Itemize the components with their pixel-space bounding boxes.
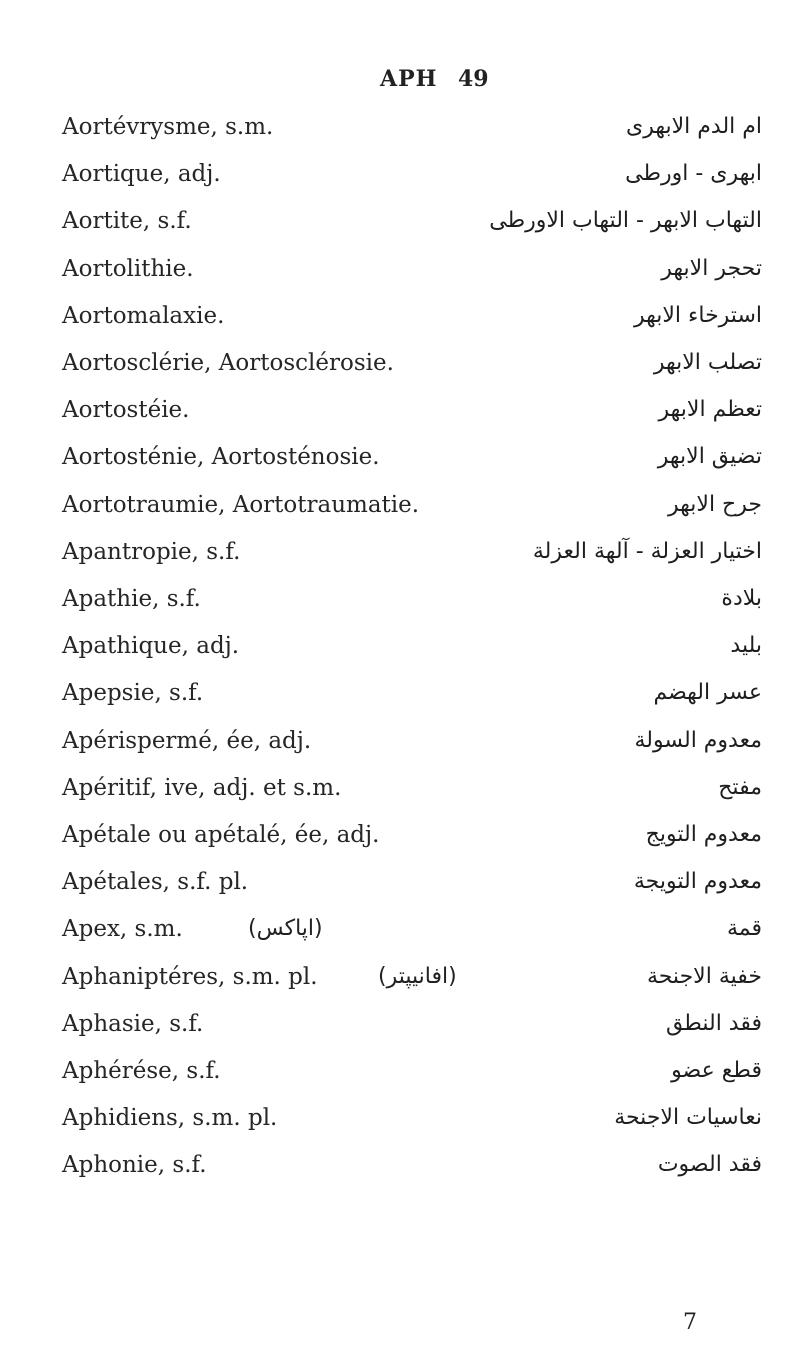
- french-term: Aortique, adj.: [62, 161, 221, 188]
- french-term: Apepsie, s.f.: [62, 680, 204, 707]
- arabic-translation: تعظم الابهر: [658, 397, 762, 423]
- folio-mark: 7: [683, 1310, 697, 1335]
- dictionary-entry: [0, 771, 800, 811]
- dictionary-entry: [0, 535, 800, 575]
- french-term: Aphonie, s.f.: [62, 1152, 207, 1179]
- arabic-translation: التهاب الابهر - التهاب الاورطى: [489, 208, 762, 234]
- arabic-translation: خفية الاجنحة: [646, 963, 762, 989]
- dictionary-entry: [0, 912, 800, 952]
- french-term: Apéritif, ive, adj. et s.m.: [62, 774, 342, 801]
- arabic-translation: قمة: [726, 916, 762, 942]
- dictionary-entry: [0, 724, 800, 764]
- dictionary-entry: [0, 676, 800, 716]
- french-term: Aortostéie.: [62, 397, 190, 424]
- dictionary-entry: [0, 157, 800, 197]
- french-term: Apérispermé, ée, adj.: [62, 727, 312, 754]
- french-term: Aortotraumie, Aortotraumatie.: [62, 491, 420, 518]
- page-number: 49: [458, 66, 489, 92]
- arabic-translation: معدوم التويجة: [633, 869, 762, 895]
- dictionary-entry: [0, 1101, 800, 1141]
- french-term: Aortévrysme, s.m.: [62, 114, 274, 140]
- dictionary-entry: [0, 110, 800, 150]
- dictionary-entry: [0, 582, 800, 622]
- dictionary-entry: [0, 1007, 800, 1047]
- dictionary-entry: [0, 252, 800, 292]
- arabic-translation: جرح الابهر: [668, 491, 762, 517]
- arabic-translation: تصلب الابهر: [653, 350, 762, 375]
- french-term: Aortosclérie, Aortosclérosie.: [62, 350, 394, 376]
- dictionary-entry: [0, 629, 800, 669]
- french-term: Apantropie, s.f.: [62, 538, 241, 565]
- dictionary-entry: [0, 346, 800, 386]
- french-term: Apétales, s.f. pl.: [62, 869, 249, 896]
- arabic-translation: تحجر الابهر: [661, 255, 762, 281]
- page-header: [0, 66, 800, 96]
- arabic-translation: مفتح: [718, 774, 762, 800]
- french-term: Aortite, s.f.: [62, 208, 192, 235]
- dictionary-entry: [0, 1148, 800, 1188]
- arabic-translation: فقد الصوت: [657, 1152, 762, 1178]
- arabic-translation: اختيار العزلة - آلهة العزلة: [532, 538, 762, 564]
- french-term: Aphérése, s.f.: [62, 1058, 221, 1084]
- arabic-translation: قطع عضو: [671, 1058, 762, 1083]
- arabic-translation: نعاسيات الاجنحة: [614, 1105, 762, 1131]
- french-term: Aphaniptéres, s.m. pl.: [62, 963, 318, 990]
- dictionary-entry: [0, 960, 800, 1000]
- arabic-translation: ام الدم الابهرى: [626, 114, 762, 139]
- dictionary-entry: [0, 204, 800, 244]
- transliteration-note: (اپاكس): [248, 916, 323, 942]
- french-term: Apathie, s.f.: [62, 586, 201, 612]
- french-term: Aortolithie.: [62, 255, 194, 282]
- arabic-translation: بليد: [730, 633, 762, 659]
- dictionary-entry: [0, 393, 800, 433]
- running-head: APH: [380, 66, 438, 92]
- dictionary-entry: [0, 488, 800, 528]
- dictionary-entry: [0, 865, 800, 905]
- french-term: Aphasie, s.f.: [62, 1010, 204, 1037]
- french-term: Aortomalaxie.: [62, 302, 225, 329]
- transliteration-note: (افانيپتر): [378, 963, 457, 989]
- arabic-translation: معدوم السولة: [634, 727, 762, 753]
- french-term: Aortosténie, Aortosténosie.: [62, 444, 380, 471]
- french-term: Apathique, adj.: [62, 633, 240, 660]
- french-term: Apétale ou apétalé, ée, adj.: [62, 822, 380, 848]
- dictionary-entry: [0, 440, 800, 480]
- dictionary-entry: [0, 299, 800, 339]
- arabic-translation: تضيق الابهر: [657, 444, 762, 470]
- arabic-translation: ابهرى - اورطى: [625, 161, 762, 187]
- french-term: Aphidiens, s.m. pl.: [62, 1105, 278, 1132]
- arabic-translation: عسر الهضم: [653, 680, 762, 706]
- dictionary-entry: [0, 1054, 800, 1094]
- arabic-translation: بلادة: [721, 586, 762, 611]
- arabic-translation: استرخاء الابهر: [633, 302, 762, 328]
- arabic-translation: معدوم التويج: [645, 822, 762, 847]
- french-term: Apex, s.m.: [62, 916, 183, 943]
- dictionary-entry: [0, 818, 800, 858]
- arabic-translation: فقد النطق: [665, 1010, 762, 1036]
